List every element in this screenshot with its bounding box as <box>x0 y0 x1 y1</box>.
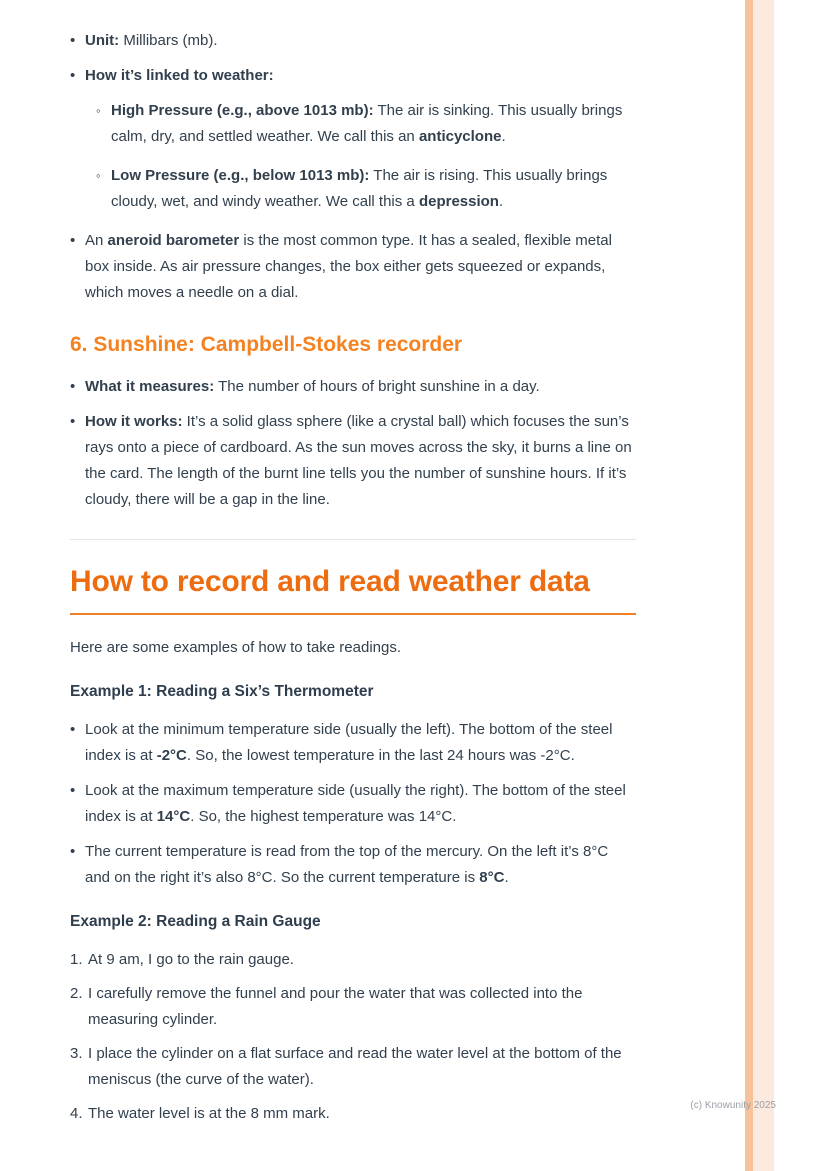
text-run: The water level is at the 8 mm mark. <box>88 1105 330 1122</box>
bullet-icon: • <box>70 232 76 249</box>
text-run: The air is sinking. This usually brings calm, dry, and settled weather. We call this an <box>111 102 623 145</box>
bold-text-run: depression <box>418 193 499 210</box>
list-item-text <box>85 778 636 830</box>
list-item-text <box>88 1101 636 1127</box>
bold-text-run: How it’s linked to weather: <box>85 67 274 84</box>
list-item-text <box>85 839 636 891</box>
bold-text-run: What it measures: <box>85 378 215 395</box>
text-run: . <box>504 869 509 886</box>
sub-bullet-icon: ◦ <box>96 168 101 183</box>
bold-text-run: How it works: <box>85 413 183 430</box>
text-run: . <box>498 193 504 210</box>
bullet-list <box>70 374 636 513</box>
list-item-text <box>85 228 636 306</box>
list-item <box>70 778 636 830</box>
list-number: 1. <box>70 951 83 968</box>
page-title: How to record and read weather data <box>70 564 636 615</box>
list-item <box>70 1101 636 1127</box>
text-run: The current temperature is read from the top of the mercury. On the left it’s 8°C and on the right it’s also 8°C. So the current temperature is <box>85 843 609 886</box>
bullet-icon: • <box>70 378 76 395</box>
list-item <box>96 98 636 150</box>
text-run: An <box>85 232 108 249</box>
list-item-text <box>111 98 636 150</box>
text-run: It’s a solid glass sphere (like a crystal ball) which focuses the sun’s rays onto a piece of cardboard. As the sun moves across the sky, it burns a line on the card. The length of the burnt line tells you the number of sunshine hours. If it’s cloudy, there will be a gap in the line. <box>85 413 632 508</box>
text-run: I carefully remove the funnel and pour the water that was collected into the measuring cylinder. <box>88 985 583 1028</box>
list-item <box>70 228 636 306</box>
bold-text-run: 14°C <box>156 808 191 825</box>
bold-text-run: -2°C <box>156 747 187 764</box>
example-heading: Example 2: Reading a Rain Gauge <box>70 913 321 930</box>
bullet-icon: • <box>70 721 76 738</box>
page-edge-stripe-light <box>753 0 774 1171</box>
text-run: I place the cylinder on a flat surface and read the water level at the bottom of the meniscus (the curve of the water). <box>88 1045 622 1088</box>
text-run: The air is rising. This usually brings cloudy, wet, and windy weather. We call this a <box>111 167 608 210</box>
list-item-text <box>85 409 636 513</box>
bold-text-run: anticyclone <box>418 128 502 145</box>
list-item <box>70 839 636 891</box>
list-item-text <box>88 981 636 1033</box>
list-number: 3. <box>70 1045 83 1062</box>
bold-text-run: Low Pressure (e.g., below 1013 mb): <box>111 167 370 184</box>
section-divider <box>70 539 636 540</box>
copyright-footer: (c) Knowunity 2025 <box>690 1100 776 1111</box>
bullet-icon: • <box>70 413 76 430</box>
list-item <box>70 981 636 1033</box>
bold-text-run: Unit: <box>85 32 120 49</box>
text-run: Here are some examples of how to take readings. <box>70 639 402 656</box>
list-item-text <box>88 1041 636 1093</box>
list-item <box>70 374 636 400</box>
bold-text-run: High Pressure (e.g., above 1013 mb): <box>111 102 374 119</box>
text-run: is the most common type. It has a sealed, flexible metal box inside. As air pressure changes, the box either gets squeezed or expands, which moves a needle on a dial. <box>85 232 612 301</box>
list-item-text <box>85 28 636 54</box>
text-run: Look at the maximum temperature side (usually the right). The bottom of the steel index is at <box>85 782 626 825</box>
bullet-icon: • <box>70 782 76 799</box>
bullet-list <box>70 717 636 891</box>
bullet-icon: • <box>70 32 76 49</box>
example-heading: Example 1: Reading a Six’s Thermometer <box>70 683 374 700</box>
bold-text-run: 8°C <box>479 869 505 886</box>
list-item-text <box>88 947 636 973</box>
bullet-icon: • <box>70 67 76 84</box>
bullet-icon: • <box>70 843 76 860</box>
list-number: 2. <box>70 985 83 1002</box>
bullet-list <box>96 98 636 215</box>
text-run: The number of hours of bright sunshine in a day. <box>214 378 540 395</box>
list-item-text <box>85 63 636 89</box>
text-run: . So, the lowest temperature in the last 24 hours was -2°C. <box>186 747 575 764</box>
text-run: At 9 am, I go to the rain gauge. <box>88 951 294 968</box>
bold-text-run: aneroid barometer <box>107 232 240 249</box>
section-heading: 6. Sunshine: Campbell-Stokes recorder <box>70 333 463 356</box>
page-edge-stripe-dark <box>745 0 753 1171</box>
bullet-list <box>70 28 636 306</box>
list-number: 4. <box>70 1105 83 1122</box>
text-run: Look at the minimum temperature side (usually the left). The bottom of the steel index is at <box>85 721 613 764</box>
text-run: . So, the highest temperature was 14°C. <box>190 808 457 825</box>
text-run: . <box>501 128 506 145</box>
list-item <box>70 947 636 973</box>
list-item <box>70 63 636 89</box>
list-item-text <box>85 374 636 400</box>
numbered-list <box>70 947 636 1127</box>
list-item <box>70 1041 636 1093</box>
list-item-text <box>111 163 636 215</box>
text-run: Millibars (mb). <box>119 32 218 49</box>
document-content <box>70 28 636 1135</box>
list-item <box>70 28 636 54</box>
list-item <box>96 163 636 215</box>
sub-bullet-icon: ◦ <box>96 103 101 118</box>
paragraph <box>70 635 636 661</box>
list-item <box>70 409 636 513</box>
list-item <box>70 717 636 769</box>
list-item-text <box>85 717 636 769</box>
